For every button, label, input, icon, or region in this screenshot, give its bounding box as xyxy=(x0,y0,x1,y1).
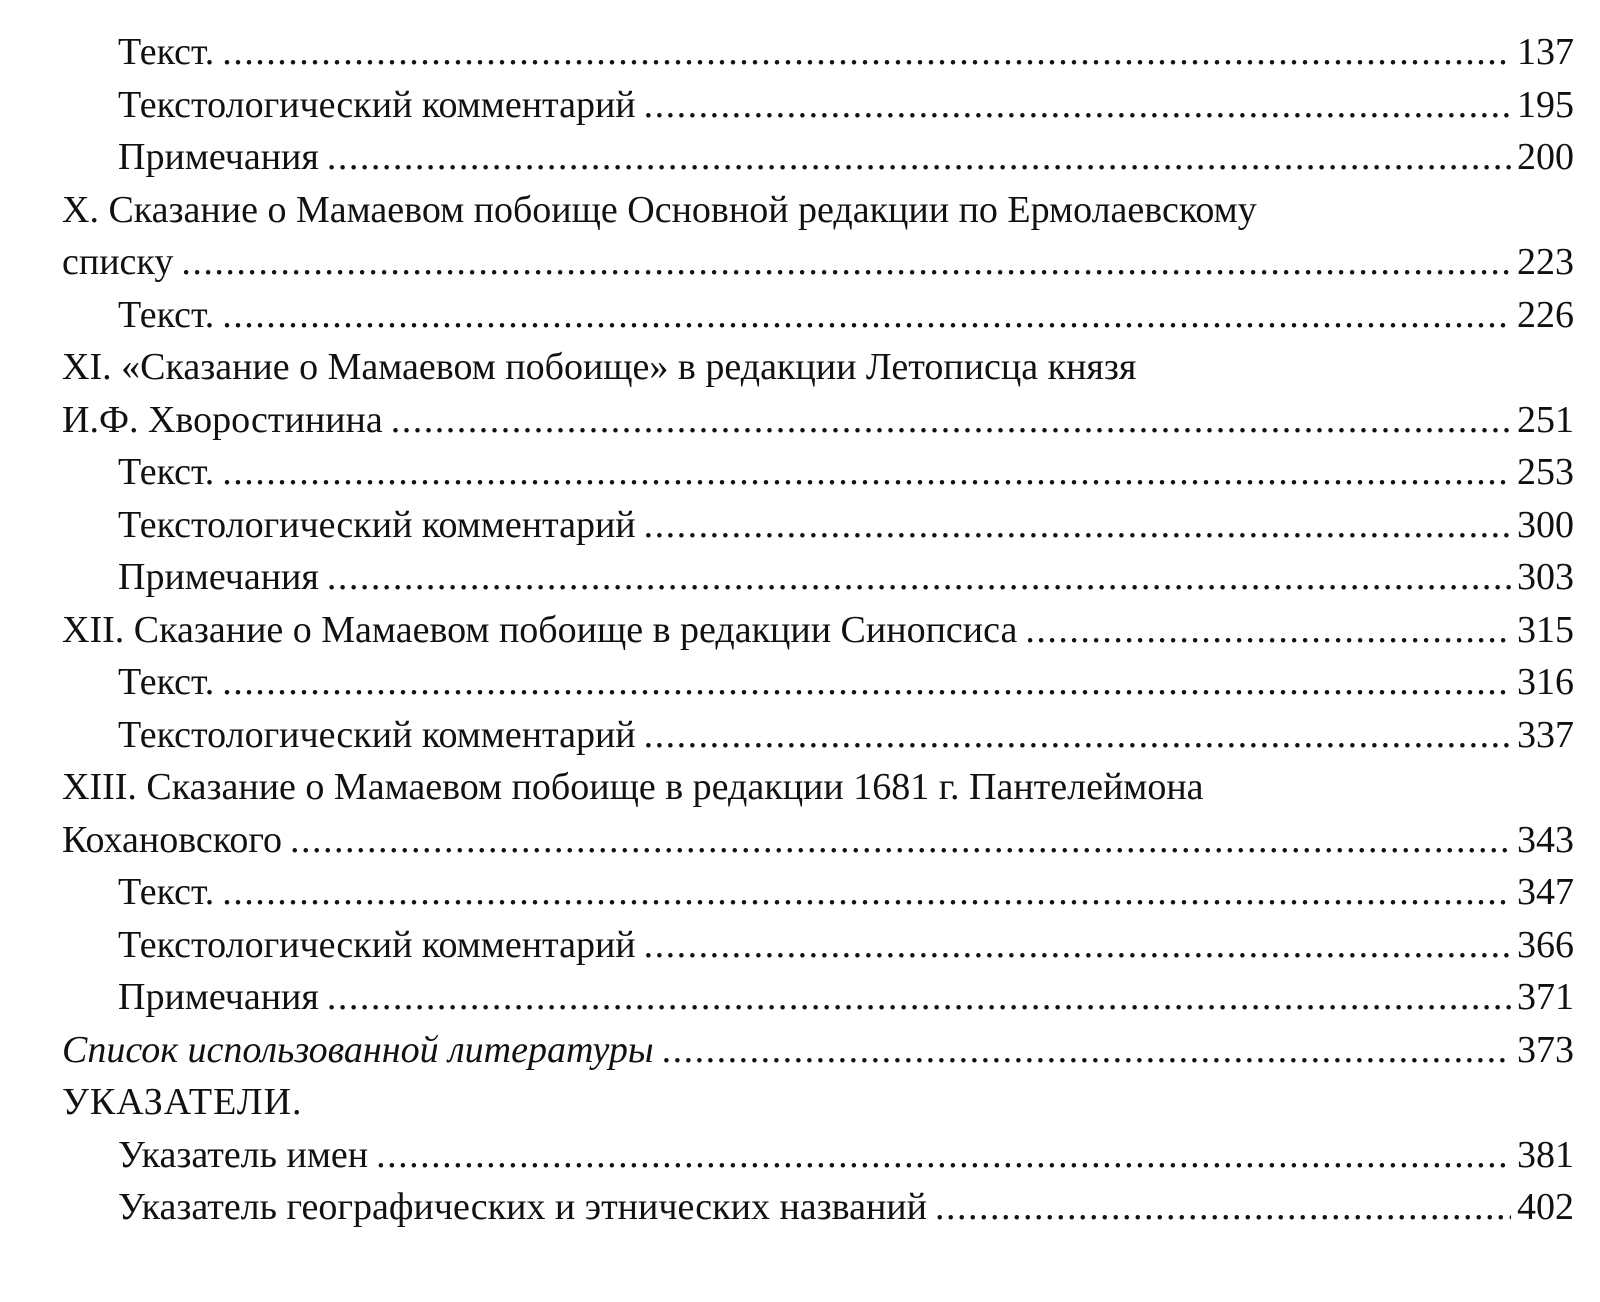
toc-entry[interactable] xyxy=(0,814,1600,867)
toc-entry-title: XI. «Сказание о Мамаевом побоище» в редакции Летописца князя xyxy=(62,346,1137,388)
toc-entry-page: 303 xyxy=(1517,556,1574,598)
toc-leader-dots xyxy=(222,26,1511,79)
toc-entry-page: 253 xyxy=(1517,451,1574,493)
toc-entry[interactable] xyxy=(0,919,1600,972)
toc-leader-dots xyxy=(181,236,1511,289)
table-of-contents xyxy=(0,26,1600,1234)
toc-entry-title: И.Ф. Хворостинина xyxy=(62,398,383,441)
toc-entry-title: списку xyxy=(62,241,174,283)
toc-entry[interactable] xyxy=(0,394,1600,447)
toc-leader-dots xyxy=(1025,604,1511,657)
toc-entry-title: XIII. Сказание о Мамаевом побоище в редакции 1681 г. Пантелеймона xyxy=(62,766,1204,808)
toc-entry-page: 366 xyxy=(1517,923,1574,966)
toc-entry[interactable] xyxy=(0,604,1600,657)
toc-entry[interactable] xyxy=(0,446,1600,499)
toc-entry-page: 137 xyxy=(1517,31,1574,73)
toc-entry-title: Примечания xyxy=(118,136,319,178)
toc-leader-dots xyxy=(644,919,1511,972)
toc-entry[interactable] xyxy=(0,971,1600,1024)
toc-entry-title: Кохановского xyxy=(62,818,282,861)
toc-leader-dots xyxy=(644,499,1511,552)
toc-entry-title: Текст. xyxy=(118,871,215,913)
toc-section-heading xyxy=(0,1076,1600,1129)
toc-entry-title: Список использованной литературы xyxy=(62,1028,654,1071)
toc-entry-page: 200 xyxy=(1517,136,1574,178)
toc-entry-title: Примечания xyxy=(118,976,319,1018)
toc-entry[interactable] xyxy=(0,866,1600,919)
toc-entry[interactable] xyxy=(0,131,1600,184)
toc-entry-title: Текстологический комментарий xyxy=(118,713,636,756)
toc-entry[interactable] xyxy=(0,656,1600,709)
toc-entry-page: 381 xyxy=(1517,1133,1574,1176)
toc-entry-title: Примечания xyxy=(118,556,319,598)
toc-entry-title: X. Сказание о Мамаевом побоище Основной редакции по Ермолаевскому xyxy=(62,188,1257,231)
toc-entry-title: XII. Сказание о Мамаевом побоище в редакции Синопсиса xyxy=(62,608,1018,651)
toc-leader-dots xyxy=(662,1024,1511,1077)
toc-entry-continued[interactable] xyxy=(0,341,1600,394)
toc-leader-dots xyxy=(644,709,1511,762)
toc-entry-continued[interactable] xyxy=(0,761,1600,814)
toc-leader-dots xyxy=(391,394,1511,447)
toc-entry-title: Текст. xyxy=(118,31,215,73)
toc-entry-title: Текстологический комментарий xyxy=(118,503,636,546)
toc-entry-page: 371 xyxy=(1517,976,1574,1018)
toc-leader-dots xyxy=(222,656,1511,709)
toc-entry-page: 347 xyxy=(1517,871,1574,913)
toc-entry-title: Текстологический комментарий xyxy=(118,83,636,126)
toc-entry-page: 226 xyxy=(1517,293,1574,336)
toc-leader-dots xyxy=(327,551,1511,604)
toc-leader-dots xyxy=(327,971,1511,1024)
toc-heading-title: УКАЗАТЕЛИ. xyxy=(62,1081,303,1123)
toc-entry-page: 300 xyxy=(1517,503,1574,546)
toc-entry[interactable] xyxy=(0,709,1600,762)
toc-entry[interactable] xyxy=(0,1181,1600,1234)
toc-leader-dots xyxy=(222,866,1511,919)
toc-entry-title: Указатель имен xyxy=(118,1133,369,1176)
toc-entry-title: Текстологический комментарий xyxy=(118,923,636,966)
toc-entry-page: 251 xyxy=(1517,398,1574,441)
toc-leader-dots xyxy=(376,1129,1511,1182)
toc-entry-title: Текст. xyxy=(118,293,215,336)
toc-entry[interactable] xyxy=(0,1129,1600,1182)
toc-leader-dots xyxy=(222,446,1511,499)
toc-entry[interactable] xyxy=(0,499,1600,552)
toc-entry-page: 195 xyxy=(1517,83,1574,126)
toc-entry[interactable] xyxy=(0,236,1600,289)
toc-entry[interactable] xyxy=(0,26,1600,79)
toc-entry-page: 315 xyxy=(1517,608,1574,651)
toc-entry[interactable] xyxy=(0,79,1600,132)
toc-entry-page: 223 xyxy=(1517,241,1574,283)
toc-entry-page: 316 xyxy=(1517,661,1574,703)
toc-leader-dots xyxy=(644,79,1511,132)
toc-entry-bibliography[interactable] xyxy=(0,1024,1600,1077)
toc-entry[interactable] xyxy=(0,289,1600,342)
toc-entry-page: 402 xyxy=(1517,1186,1574,1228)
toc-entry-title: Текст. xyxy=(118,661,215,703)
toc-entry-page: 343 xyxy=(1517,818,1574,861)
toc-entry-continued[interactable] xyxy=(0,184,1600,237)
toc-leader-dots xyxy=(222,289,1511,342)
toc-entry-title: Текст. xyxy=(118,451,215,493)
toc-entry[interactable] xyxy=(0,551,1600,604)
toc-entry-page: 337 xyxy=(1517,713,1574,756)
toc-leader-dots xyxy=(327,131,1511,184)
toc-leader-dots xyxy=(290,814,1511,867)
toc-entry-title: Указатель географических и этнических названий xyxy=(118,1186,927,1228)
toc-entry-page: 373 xyxy=(1517,1028,1574,1071)
toc-leader-dots xyxy=(935,1181,1511,1234)
